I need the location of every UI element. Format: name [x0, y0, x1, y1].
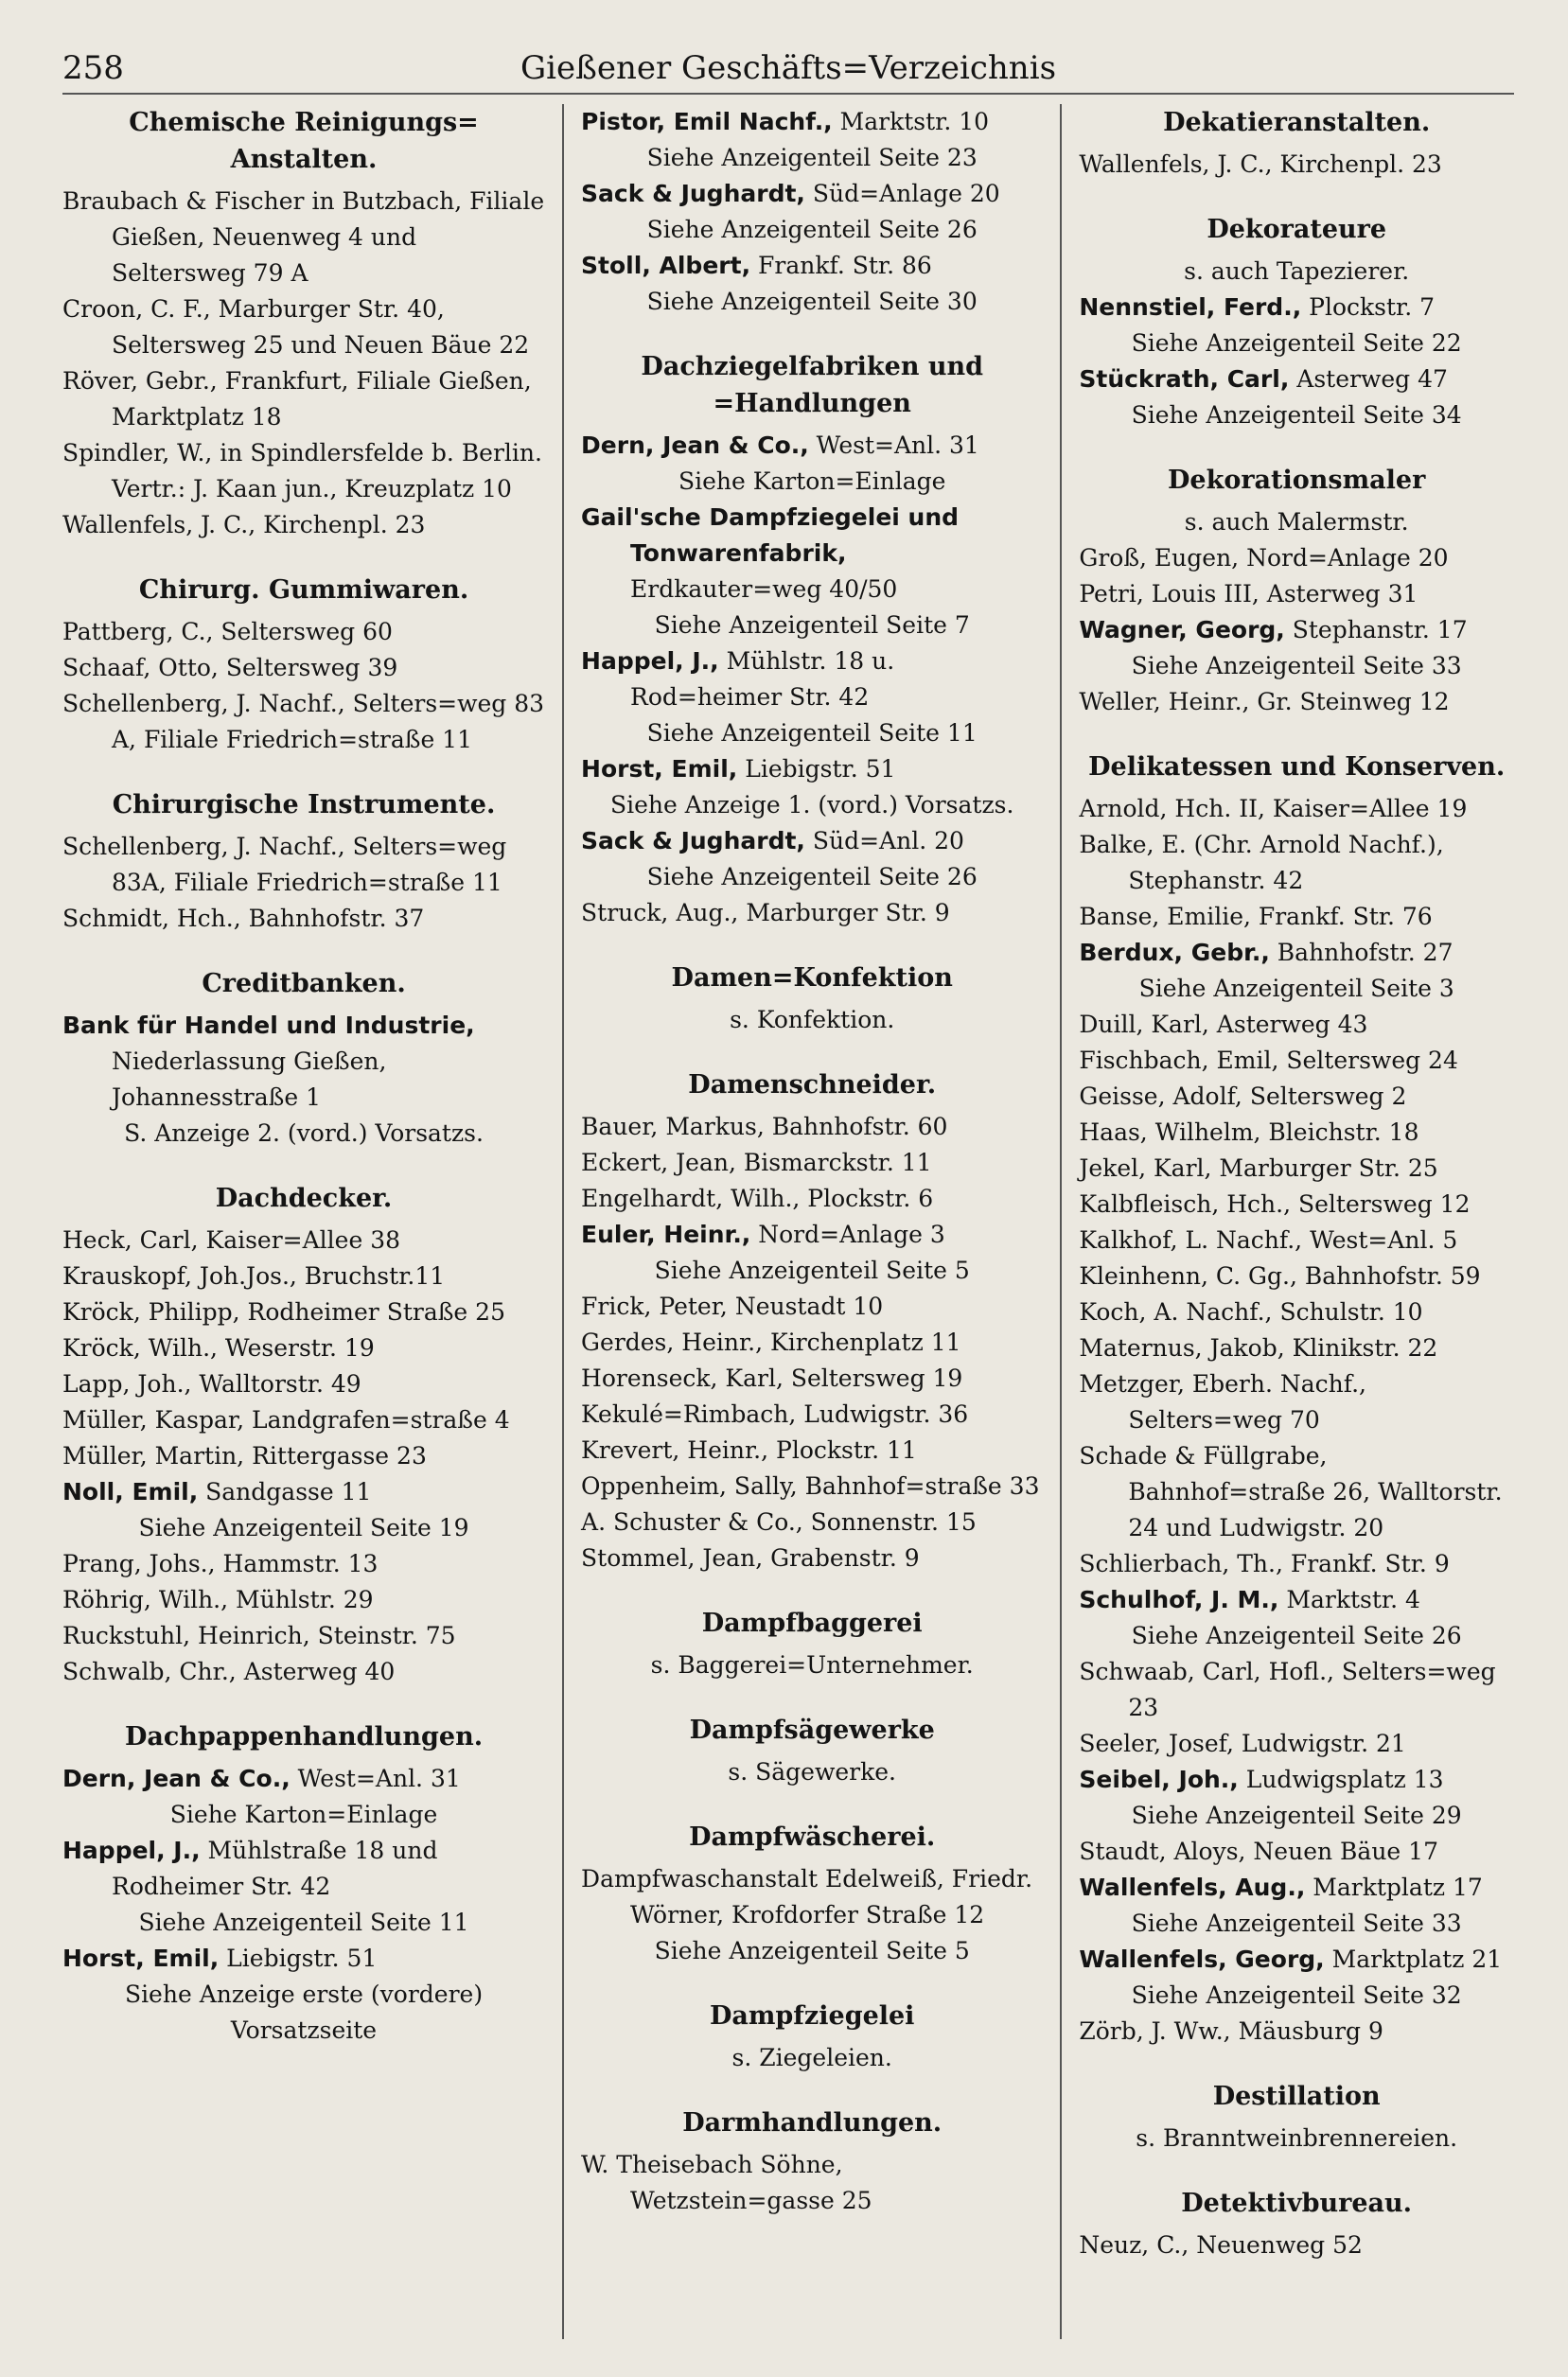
entry-text: Balke, E. (Chr. Arnold Nachf.), Stephanstr. 42 — [1079, 831, 1444, 894]
entry-text: Müller, Kaspar, Landgrafen=straße 4 — [62, 1406, 510, 1434]
section-title: Dampfsägewerke — [689, 1716, 935, 1745]
directory-entry — [62, 1941, 545, 2049]
entry-text: W. Theisebach Söhne, Wetzstein=gasse 25 — [581, 2151, 872, 2214]
section-title: Dekorationsmaler — [1168, 466, 1426, 495]
section-title: Destillation — [1212, 2082, 1381, 2111]
entry-text: Bauer, Markus, Bahnhofstr. 60 — [581, 1113, 948, 1140]
directory-entry — [581, 2147, 1043, 2219]
directory-entry — [1079, 1834, 1514, 1870]
directory-entry — [1079, 1942, 1514, 2014]
directory-entry — [1079, 1438, 1514, 1546]
directory-entry — [1079, 540, 1514, 576]
see-reference: Siehe Anzeige erste (vordere) Vorsatzseite — [124, 1981, 484, 2044]
entry-text: Oppenheim, Sally, Bahnhof=straße 33 — [581, 1472, 1040, 1500]
entry-text: Sandgasse 11 — [198, 1478, 372, 1505]
entry-text: Pattberg, C., Seltersweg 60 — [62, 618, 393, 645]
directory-entry — [1079, 1115, 1514, 1151]
entry-text: s. Sägewerke. — [728, 1758, 896, 1786]
entry-name: Nennstiel, Ferd., — [1079, 293, 1302, 321]
entry-text: s. Ziegeleien. — [731, 2044, 892, 2071]
directory-entry — [62, 363, 545, 435]
directory-entry — [581, 176, 1043, 248]
page-number: 258 — [62, 49, 124, 87]
cross-reference — [581, 1647, 1043, 1683]
page-title: Gießener Geschäfts=Verzeichnis — [520, 49, 1057, 87]
entry-name: Horst, Emil, — [62, 1945, 220, 1972]
entry-text: Lapp, Joh., Walltorstr. 49 — [62, 1370, 361, 1398]
section-title: Dekatieranstalten. — [1163, 108, 1431, 137]
entry-text: Ruckstuhl, Heinrich, Steinstr. 75 — [62, 1622, 456, 1649]
directory-entry — [62, 1654, 545, 1690]
entry-text: A. Schuster & Co., Sonnenstr. 15 — [581, 1508, 977, 1536]
entry-text: Petri, Louis III, Asterweg 31 — [1079, 580, 1418, 607]
directory-section — [581, 1066, 1043, 1576]
directory-section — [62, 786, 545, 937]
entry-text: Seeler, Josef, Ludwigstr. 21 — [1079, 1730, 1406, 1757]
directory-entry — [581, 500, 1043, 643]
entry-name: Berdux, Gebr., — [1079, 939, 1270, 966]
entry-name: Gail'sche Dampfziegelei und Tonwarenfabrik, — [581, 503, 960, 567]
cross-reference — [1079, 504, 1514, 540]
entry-name: Stückrath, Carl, — [1079, 365, 1290, 393]
directory-entry — [1079, 2227, 1514, 2263]
directory-entry — [62, 1474, 545, 1546]
see-reference: Siehe Anzeigenteil Seite 32 — [1131, 1981, 1462, 2009]
directory-entry — [581, 248, 1043, 320]
see-reference: Siehe Anzeigenteil Seite 11 — [646, 719, 978, 747]
entry-text: s. Branntweinbrennereien. — [1136, 2124, 1458, 2152]
directory-entry — [581, 1397, 1043, 1433]
entry-text: Kröck, Wilh., Weserstr. 19 — [62, 1334, 375, 1362]
column-2 — [562, 104, 1060, 2339]
directory-section — [62, 1718, 545, 2049]
directory-entry — [62, 1546, 545, 1582]
entry-text: Geisse, Adolf, Seltersweg 2 — [1079, 1083, 1407, 1110]
entry-text: Schaaf, Otto, Seltersweg 39 — [62, 654, 398, 681]
directory-section — [581, 1998, 1043, 2076]
entry-name: Happel, J., — [62, 1837, 201, 1864]
directory-entry — [62, 614, 545, 650]
entry-text: Schwaab, Carl, Hofl., Selters=weg 23 — [1079, 1658, 1496, 1721]
see-reference: Siehe Anzeigenteil Seite 22 — [1131, 329, 1462, 357]
entry-text: Krevert, Heinr., Plockstr. 11 — [581, 1436, 917, 1464]
entry-text: Marktstr. 4 — [1278, 1586, 1420, 1613]
directory-entry — [581, 823, 1043, 895]
directory-section — [62, 1180, 545, 1690]
see-reference: Siehe Anzeigenteil Seite 26 — [1131, 1622, 1462, 1649]
see-reference: Siehe Anzeigenteil Seite 34 — [1131, 401, 1462, 429]
directory-entry — [1079, 899, 1514, 935]
entry-text: Schellenberg, J. Nachf., Selters=weg 83 A, Filiale Friedrich=straße 11 — [62, 690, 545, 753]
entry-text: Schade & Füllgrabe, Bahnhof=straße 26, Walltorstr. 24 und Ludwigstr. 20 — [1079, 1442, 1503, 1541]
section-title: Chirurgische Instrumente. — [112, 790, 496, 819]
directory-entry — [1079, 1366, 1514, 1438]
see-reference: Siehe Anzeigenteil Seite 11 — [138, 1909, 469, 1936]
entry-text: Nord=Anlage 3 — [750, 1221, 945, 1248]
directory-section — [581, 2104, 1043, 2219]
entry-text: Jekel, Karl, Marburger Str. 25 — [1079, 1154, 1438, 1182]
entry-text: Marktstr. 10 — [832, 108, 990, 135]
entry-name: Stoll, Albert, — [581, 252, 751, 279]
entry-text: Heck, Carl, Kaiser=Allee 38 — [62, 1226, 401, 1254]
page-header — [62, 40, 1514, 97]
directory-section — [1079, 2185, 1514, 2263]
entry-text: Süd=Anlage 20 — [804, 180, 1000, 207]
section-title: Dachziegelfabriken und =Handlungen — [641, 352, 983, 418]
entry-name: Wallenfels, Georg, — [1079, 1946, 1325, 1973]
entry-text: Staudt, Aloys, Neuen Bäue 17 — [1079, 1838, 1438, 1865]
directory-section — [581, 1605, 1043, 1683]
directory-entry — [1079, 612, 1514, 684]
directory-entry — [1079, 1762, 1514, 1834]
entry-text: Frankf. Str. 86 — [750, 252, 932, 279]
directory-entry — [1079, 1330, 1514, 1366]
directory-entry — [62, 1366, 545, 1402]
directory-entry — [62, 686, 545, 758]
entry-name: Dern, Jean & Co., — [62, 1765, 291, 1792]
entry-text: Kalbfleisch, Hch., Seltersweg 12 — [1079, 1190, 1471, 1218]
entry-text: Kalkhof, L. Nachf., West=Anl. 5 — [1079, 1226, 1458, 1254]
see-reference: Siehe Anzeigenteil Seite 19 — [138, 1514, 469, 1541]
entry-name: Wallenfels, Aug., — [1079, 1874, 1306, 1901]
entry-name: Sack & Jughardt, — [581, 827, 805, 854]
entry-text: Stommel, Jean, Grabenstr. 9 — [581, 1544, 920, 1572]
directory-entry — [581, 104, 1043, 176]
see-reference: Siehe Anzeige 1. (vord.) Vorsatzs. — [609, 791, 1014, 819]
entry-text: Banse, Emilie, Frankf. Str. 76 — [1079, 903, 1433, 930]
directory-entry — [1079, 147, 1514, 183]
entry-text: Wallenfels, J. C., Kirchenpl. 23 — [1079, 150, 1442, 178]
entry-text: Croon, C. F., Marburger Str. 40, Seltersweg 25 und Neuen Bäue 22 — [62, 295, 530, 359]
directory-entry — [581, 751, 1043, 823]
entry-text: Schlierbach, Th., Frankf. Str. 9 — [1079, 1550, 1450, 1577]
directory-section — [581, 348, 1043, 931]
directory-entry — [581, 1289, 1043, 1325]
directory-entry — [581, 1217, 1043, 1289]
see-reference: Siehe Anzeigenteil Seite 3 — [1138, 975, 1454, 1002]
directory-section — [1079, 748, 1514, 2050]
entry-name: Wagner, Georg, — [1079, 616, 1285, 643]
entry-text: Arnold, Hch. II, Kaiser=Allee 19 — [1079, 795, 1468, 822]
directory-entry — [1079, 1151, 1514, 1187]
entry-text: Frick, Peter, Neustadt 10 — [581, 1293, 884, 1320]
directory-entry — [1079, 290, 1514, 361]
directory-entry — [581, 1325, 1043, 1361]
see-reference: Siehe Anzeigenteil Seite 5 — [654, 1937, 970, 1964]
directory-entry — [62, 1438, 545, 1474]
directory-entry — [1079, 1079, 1514, 1115]
entry-name: Noll, Emil, — [62, 1478, 199, 1505]
see-reference: Siehe Anzeigenteil Seite 30 — [646, 288, 978, 315]
directory-entry — [62, 901, 545, 937]
directory-entry — [581, 1541, 1043, 1576]
columns — [62, 104, 1514, 2339]
entry-text: Marktplatz 17 — [1305, 1874, 1483, 1901]
directory-entry — [1079, 2014, 1514, 2050]
entry-text: Koch, A. Nachf., Schulstr. 10 — [1079, 1298, 1423, 1326]
directory-entry — [581, 428, 1043, 500]
directory-section — [62, 572, 545, 758]
entry-text: Kleinhenn, C. Gg., Bahnhofstr. 59 — [1079, 1262, 1481, 1290]
directory-entry — [62, 1223, 545, 1259]
directory-entry — [581, 1361, 1043, 1397]
entry-text: Schwalb, Chr., Asterweg 40 — [62, 1658, 396, 1685]
section-title: Detektivbureau. — [1181, 2189, 1413, 2218]
section-title: Dachpappenhandlungen. — [124, 1722, 484, 1752]
entry-name: Seibel, Joh., — [1079, 1766, 1239, 1793]
see-reference: Siehe Karton=Einlage — [678, 467, 946, 495]
directory-entry — [1079, 1007, 1514, 1043]
directory-entry — [1079, 1223, 1514, 1259]
entry-name: Bank für Handel und Industrie, — [62, 1012, 475, 1039]
directory-entry — [62, 291, 545, 363]
entry-text: Struck, Aug., Marburger Str. 9 — [581, 899, 950, 926]
directory-entry — [62, 1259, 545, 1294]
directory-entry — [581, 1469, 1043, 1505]
entry-text: Metzger, Eberh. Nachf., Selters=weg 70 — [1079, 1370, 1366, 1434]
directory-section — [62, 104, 545, 543]
entry-text: Neuz, C., Neuenweg 52 — [1079, 2231, 1363, 2259]
section-title: Chemische Reinigungs= Anstalten. — [129, 108, 479, 174]
entry-text: Süd=Anl. 20 — [804, 827, 964, 854]
see-reference: Siehe Anzeigenteil Seite 7 — [654, 611, 970, 639]
entry-name: Horst, Emil, — [581, 755, 738, 783]
cross-reference — [581, 2040, 1043, 2076]
entry-text: Dampfwaschanstalt Edelweiß, Friedr. Wörner, Krofdorfer Straße 12 — [581, 1865, 1033, 1928]
entry-text: Kröck, Philipp, Rodheimer Straße 25 — [62, 1298, 505, 1326]
entry-text: s. auch Malermstr. — [1184, 508, 1409, 536]
see-reference: Siehe Anzeigenteil Seite 33 — [1131, 652, 1462, 679]
entry-text: West=Anl. 31 — [808, 431, 979, 459]
directory-section — [581, 960, 1043, 1038]
directory-entry — [62, 1294, 545, 1330]
directory-entry — [1079, 1546, 1514, 1582]
entry-text: Marktplatz 21 — [1324, 1946, 1503, 1973]
entry-text: West=Anl. 31 — [290, 1765, 461, 1792]
entry-text: Ludwigsplatz 13 — [1238, 1766, 1444, 1793]
entry-text: Röhrig, Wilh., Mühlstr. 29 — [62, 1586, 374, 1613]
entry-text: Mühlstr. 18 u. Rod=heimer Str. 42 — [630, 647, 895, 711]
see-reference: Siehe Anzeigenteil Seite 26 — [646, 216, 978, 243]
column-1 — [62, 104, 562, 2339]
entry-text: Horenseck, Karl, Seltersweg 19 — [581, 1365, 963, 1392]
cross-reference — [1079, 2121, 1514, 2157]
entry-text: Röver, Gebr., Frankfurt, Filiale Gießen, Marktplatz 18 — [62, 367, 532, 431]
entry-text: Mühlstraße 18 und Rodheimer Str. 42 — [112, 1837, 438, 1900]
entry-text: Prang, Johs., Hammstr. 13 — [62, 1550, 379, 1577]
column-3 — [1060, 104, 1514, 2339]
entry-text: Plockstr. 7 — [1301, 293, 1436, 321]
directory-entry — [62, 1618, 545, 1654]
directory-entry — [581, 643, 1043, 751]
cross-reference — [1079, 254, 1514, 290]
directory-entry — [1079, 791, 1514, 827]
entry-text: Fischbach, Emil, Seltersweg 24 — [1079, 1047, 1458, 1074]
directory-entry — [62, 1402, 545, 1438]
entry-text: Zörb, J. Ww., Mäusburg 9 — [1079, 2017, 1383, 2045]
section-title: Creditbanken. — [202, 969, 406, 998]
section-title: Darmhandlungen. — [682, 2108, 943, 2138]
entry-text: Liebigstr. 51 — [737, 755, 896, 783]
cross-reference — [581, 1754, 1043, 1790]
entry-text: Liebigstr. 51 — [219, 1945, 378, 1972]
entry-text: Schmidt, Hch., Bahnhofstr. 37 — [62, 905, 425, 932]
entry-text: S. Anzeige 2. (vord.) Vorsatzs. — [124, 1119, 484, 1147]
directory-entry — [581, 1109, 1043, 1145]
entry-name: Happel, J., — [581, 647, 719, 675]
section-title: Damenschneider. — [688, 1070, 937, 1100]
directory-entry — [1079, 1654, 1514, 1726]
directory-entry — [62, 507, 545, 543]
entry-name: Sack & Jughardt, — [581, 180, 805, 207]
directory-entry — [62, 184, 545, 291]
entry-text: s. Baggerei=Unternehmer. — [650, 1651, 974, 1679]
section-title: Dampfwäscherei. — [689, 1822, 936, 1852]
entry-name: Schulhof, J. M., — [1079, 1586, 1279, 1613]
entry-text: Erdkauter=weg 40/50 — [630, 575, 898, 603]
directory-entry — [62, 435, 545, 507]
section-title: Delikatessen und Konserven. — [1088, 752, 1506, 782]
section-title: Dekorateure — [1207, 215, 1387, 244]
directory-entry — [581, 1181, 1043, 1217]
directory-entry — [62, 1008, 545, 1116]
directory-entry — [62, 829, 545, 901]
directory-entry — [1079, 827, 1514, 899]
directory-entry — [62, 650, 545, 686]
cross-reference — [581, 1002, 1043, 1038]
section-title: Dachdecker. — [215, 1184, 393, 1213]
entry-text: Eckert, Jean, Bismarckstr. 11 — [581, 1149, 932, 1176]
entry-text: Wallenfels, J. C., Kirchenpl. 23 — [62, 511, 426, 538]
see-reference: Siehe Anzeigenteil Seite 29 — [1131, 1802, 1462, 1829]
entry-text: Bahnhofstr. 27 — [1269, 939, 1453, 966]
entry-text: Duill, Karl, Asterweg 43 — [1079, 1011, 1368, 1038]
entry-text: Müller, Martin, Rittergasse 23 — [62, 1442, 427, 1470]
see-reference: Siehe Anzeigenteil Seite 5 — [654, 1257, 970, 1284]
entry-text: Gerdes, Heinr., Kirchenplatz 11 — [581, 1329, 961, 1356]
cross-reference — [62, 1116, 545, 1152]
directory-entry — [62, 1761, 545, 1833]
directory-entry — [1079, 1259, 1514, 1294]
see-reference: Siehe Karton=Einlage — [169, 1801, 438, 1828]
see-reference: Siehe Anzeigenteil Seite 26 — [646, 863, 978, 890]
directory-section — [1079, 462, 1514, 720]
directory-entry — [581, 895, 1043, 931]
entry-text: Maternus, Jakob, Klinikstr. 22 — [1079, 1334, 1438, 1362]
section-title: Damen=Konfektion — [671, 963, 953, 993]
directory-entry — [1079, 576, 1514, 612]
section-title: Chirurg. Gummiwaren. — [138, 575, 469, 605]
directory-entry — [62, 1833, 545, 1941]
directory-section — [581, 104, 1043, 320]
entry-text: Stephanstr. 17 — [1284, 616, 1468, 643]
entry-text: Schellenberg, J. Nachf., Selters=weg 83A, Filiale Friedrich=straße 11 — [62, 833, 507, 896]
directory-entry — [1079, 1294, 1514, 1330]
entry-text: Engelhardt, Wilh., Plockstr. 6 — [581, 1185, 934, 1212]
directory-section — [1079, 104, 1514, 183]
entry-text: Asterweg 47 — [1289, 365, 1448, 393]
section-title: Dampfziegelei — [709, 2001, 915, 2031]
directory-entry — [581, 1145, 1043, 1181]
directory-entry — [62, 1330, 545, 1366]
entry-text: Braubach & Fischer in Butzbach, Filiale Gießen, Neuenweg 4 und Seltersweg 79 A — [62, 187, 545, 287]
directory-entry — [1079, 684, 1514, 720]
directory-entry — [581, 1861, 1043, 1969]
entry-text: Kekulé=Rimbach, Ludwigstr. 36 — [581, 1400, 969, 1428]
directory-section — [1079, 2078, 1514, 2157]
directory-entry — [581, 1505, 1043, 1541]
directory-section — [1079, 211, 1514, 433]
entry-name: Dern, Jean & Co., — [581, 431, 809, 459]
entry-text: Niederlassung Gießen, Johannesstraße 1 — [112, 1048, 387, 1111]
header-rule — [62, 93, 1514, 95]
directory-entry — [1079, 361, 1514, 433]
directory-entry — [581, 1433, 1043, 1469]
entry-name: Pistor, Emil Nachf., — [581, 108, 833, 135]
directory-entry — [1079, 1726, 1514, 1762]
entry-text: Weller, Heinr., Gr. Steinweg 12 — [1079, 688, 1450, 715]
directory-section — [581, 1712, 1043, 1790]
entry-text: Haas, Wilhelm, Bleichstr. 18 — [1079, 1118, 1419, 1146]
directory-section — [62, 965, 545, 1152]
entry-text: Krauskopf, Joh.Jos., Bruchstr.11 — [62, 1262, 446, 1290]
directory-entry — [1079, 1582, 1514, 1654]
directory-entry — [1079, 1187, 1514, 1223]
section-title: Dampfbaggerei — [701, 1609, 923, 1638]
entry-text: Groß, Eugen, Nord=Anlage 20 — [1079, 544, 1449, 572]
see-reference: Siehe Anzeigenteil Seite 23 — [646, 144, 978, 171]
entry-text: s. Konfektion. — [730, 1006, 895, 1033]
directory-section — [581, 1819, 1043, 1969]
see-reference: Siehe Anzeigenteil Seite 33 — [1131, 1910, 1462, 1937]
entry-text: Spindler, W., in Spindlersfelde b. Berlin. Vertr.: J. Kaan jun., Kreuzplatz 10 — [62, 439, 542, 502]
directory-entry — [62, 1582, 545, 1618]
directory-entry — [1079, 1870, 1514, 1942]
directory-entry — [1079, 935, 1514, 1007]
entry-name: Euler, Heinr., — [581, 1221, 751, 1248]
directory-entry — [1079, 1043, 1514, 1079]
entry-text: s. auch Tapezierer. — [1184, 257, 1410, 285]
